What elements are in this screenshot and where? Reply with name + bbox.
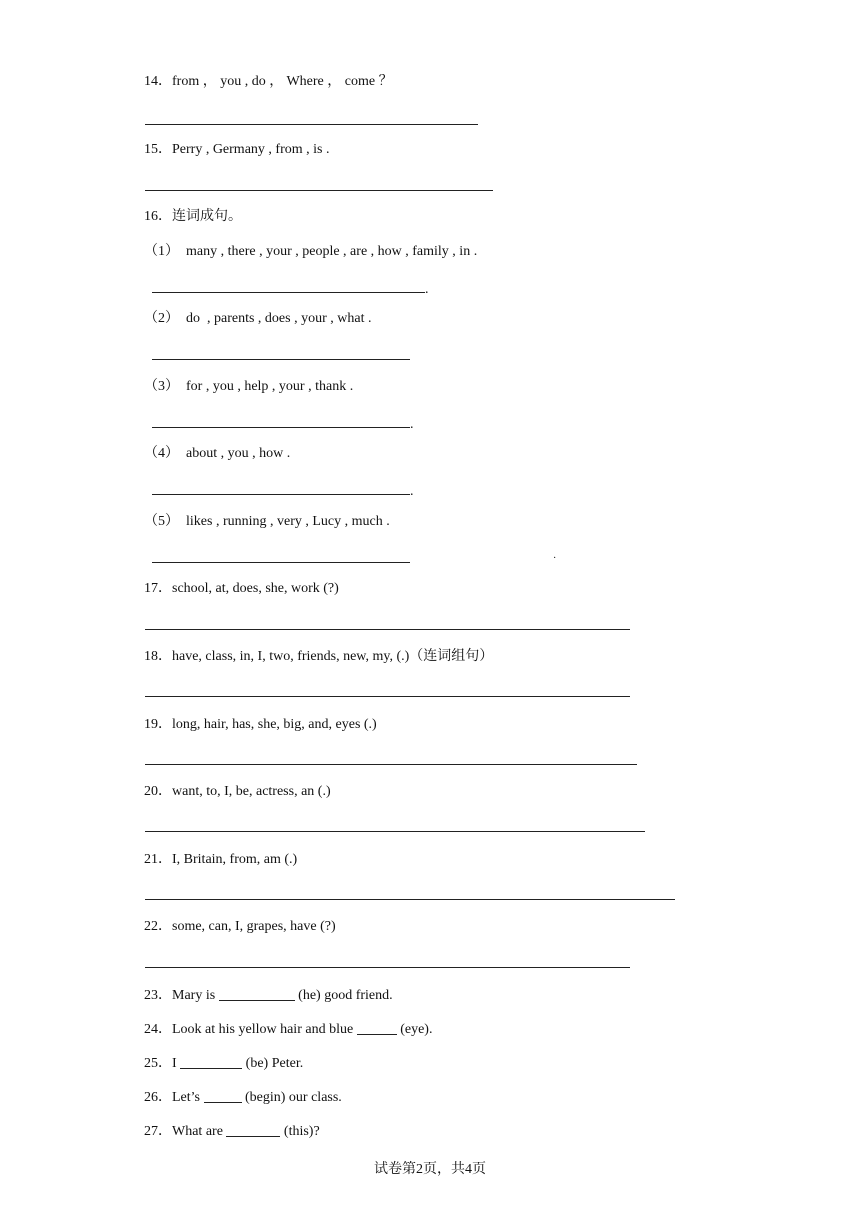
question-23-hint: (he) good friend. [294, 988, 393, 1003]
question-16-5: （5） likes , running , very , Lucy , much . [144, 514, 390, 529]
answer-line-16-3[interactable] [152, 427, 410, 428]
question-26-hint: (begin) our class. [241, 1090, 342, 1105]
blank-27[interactable] [226, 1122, 280, 1137]
question-27-hint: (this)? [280, 1124, 320, 1139]
answer-line-16-2[interactable] [152, 359, 410, 360]
blank-24[interactable] [357, 1020, 397, 1035]
answer-line-19[interactable] [145, 764, 637, 765]
question-23 [144, 986, 393, 1005]
question-27-text: 27．What are [144, 1124, 227, 1139]
answer-line-17[interactable] [145, 629, 630, 630]
question-16: 16．连词成句。 [144, 209, 242, 224]
question-16-3: （3） for , you , help , your , thank . [144, 379, 354, 394]
page-footer: 试卷第2页，共4页 [374, 1162, 486, 1177]
question-17: 17．school, at, does, she, work (?) [144, 581, 339, 596]
question-25-text: 25．I [144, 1056, 181, 1071]
question-24-text: 24．Look at his yellow hair and blue [144, 1022, 357, 1037]
answer-line-16-5[interactable] [152, 562, 410, 563]
answer-line-18[interactable] [145, 696, 630, 697]
blank-25[interactable] [180, 1054, 242, 1069]
answer-period-16-4: . [410, 484, 414, 499]
question-21: 21．I, Britain, from, am (.) [144, 852, 298, 867]
stray-dot-mark: · [553, 553, 557, 564]
question-26-text: 26．Let’s [144, 1090, 204, 1105]
blank-23[interactable] [219, 986, 295, 1001]
question-25-hint: (be) Peter. [242, 1056, 304, 1071]
question-16-1: （1） many , there , your , people , are , how , family , in . [144, 244, 478, 259]
question-15: 15．Perry , Germany , from , is . [144, 142, 330, 157]
answer-line-21[interactable] [145, 899, 675, 900]
answer-line-14[interactable] [145, 124, 478, 125]
question-20: 20．want, to, I, be, actress, an (.) [144, 784, 331, 799]
question-26 [144, 1088, 342, 1107]
answer-line-16-1[interactable] [152, 292, 425, 293]
answer-line-15[interactable] [145, 190, 493, 191]
question-16-2: （2） do , parents , does , your , what . [144, 311, 372, 326]
question-22: 22．some, can, I, grapes, have (?) [144, 919, 336, 934]
answer-period-16-1: . [425, 282, 429, 297]
question-25 [144, 1054, 303, 1073]
question-24 [144, 1020, 432, 1039]
answer-period-16-3: . [410, 417, 414, 432]
question-24-hint: (eye). [396, 1022, 433, 1037]
question-16-4: （4） about , you , how . [144, 446, 291, 461]
answer-line-16-4[interactable] [152, 494, 410, 495]
question-23-text: 23．Mary is [144, 988, 219, 1003]
blank-26[interactable] [204, 1088, 242, 1103]
answer-line-22[interactable] [145, 967, 630, 968]
answer-line-20[interactable] [145, 831, 645, 832]
question-18: 18．have, class, in, I, two, friends, new, my, (.)（连词组句） [144, 649, 494, 664]
question-19: 19．long, hair, has, she, big, and, eyes (.) [144, 717, 377, 732]
question-14: 14．from ， you , do ， Where ， come ？ [144, 74, 393, 89]
question-27 [144, 1122, 320, 1141]
